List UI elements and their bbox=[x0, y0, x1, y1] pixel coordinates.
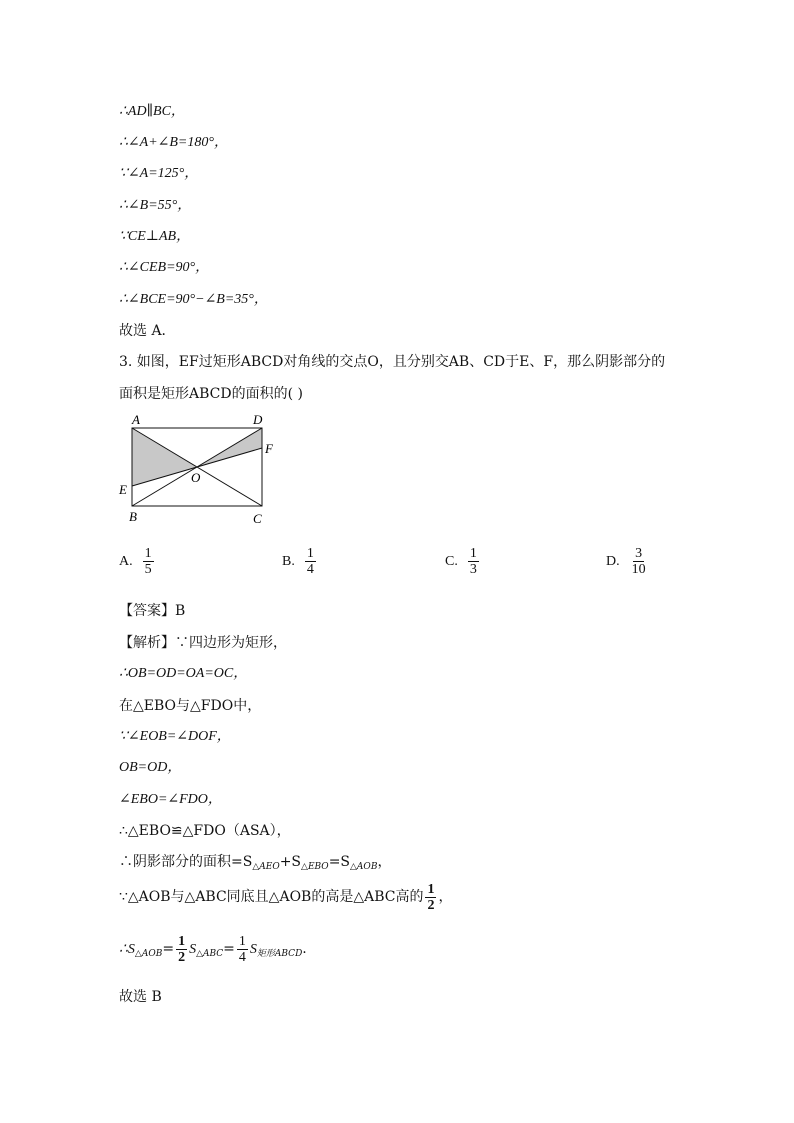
step-line: ∴∠B=55°， bbox=[119, 198, 192, 213]
option-d[interactable] bbox=[606, 546, 650, 577]
analysis-line-area: ∴阴影部分的面积$=S_{\triangle AEO}+S_{\triangle EBO}=S_{\triangle AOB}$， bbox=[119, 854, 392, 872]
option-b[interactable] bbox=[282, 546, 318, 577]
step-line: ∴∠CEB=90°， bbox=[119, 260, 210, 275]
option-a[interactable] bbox=[119, 546, 156, 577]
step-line: ∵CE⊥AB， bbox=[119, 229, 191, 244]
step-line: ∴∠BCE=90°−∠B=35°， bbox=[119, 292, 268, 307]
label-e: E bbox=[119, 482, 127, 497]
analysis-line: ∴OB=OD=OA=OC， bbox=[119, 666, 248, 681]
step-line: ∴AD∥BC， bbox=[119, 104, 185, 119]
option-fraction: $\frac{3}{10}$ bbox=[631, 546, 646, 577]
step-line: ∵∠A=125°， bbox=[119, 166, 199, 181]
analysis-line: ∠EBO=∠FDO， bbox=[119, 792, 222, 807]
analysis-line: OB=OD， bbox=[119, 760, 182, 775]
label-d: D bbox=[253, 412, 263, 427]
option-fraction: $\frac{1}{4}$ bbox=[306, 546, 314, 577]
analysis-line: 【解析】∵四边形为矩形， bbox=[119, 635, 287, 651]
option-letter: A. bbox=[119, 553, 133, 569]
label-b: B bbox=[129, 509, 137, 524]
half-fraction: $\frac{1}{2}$ bbox=[427, 881, 435, 913]
option-c[interactable] bbox=[445, 546, 481, 577]
analysis-line: ∴△EBO≌△FDO（ASA）， bbox=[119, 823, 291, 839]
answer-line: 【答案】B bbox=[119, 603, 186, 619]
choose-line: 故选 A． bbox=[119, 323, 176, 339]
label-f: F bbox=[265, 441, 273, 456]
analysis-line-result: $\therefore S_{\triangle AOB}=$ $\frac{1}{2}$ $S_{\triangle ABC}=$ $\frac{1}{4}$ $S_{矩形ABCD}$. bbox=[119, 933, 307, 965]
question-text: 面积是矩形ABCD的面积的( ) bbox=[119, 386, 303, 402]
option-fraction: $\frac{1}{3}$ bbox=[469, 546, 477, 577]
label-a: A bbox=[132, 412, 140, 427]
rectangle-figure bbox=[112, 408, 292, 528]
quarter-fraction: $\frac{1}{4}$ bbox=[238, 933, 246, 965]
label-o: O bbox=[191, 470, 201, 485]
analysis-line: 在△EBO与△FDO中， bbox=[119, 698, 262, 714]
step-line: ∴∠A+∠B=180°， bbox=[119, 135, 228, 150]
label-c: C bbox=[253, 511, 262, 526]
option-fraction: $\frac{1}{5}$ bbox=[144, 546, 152, 577]
option-letter: C. bbox=[445, 553, 458, 569]
half-fraction: $\frac{1}{2}$ bbox=[178, 933, 186, 965]
analysis-line: ∵∠EOB=∠DOF， bbox=[119, 729, 231, 744]
choose-line: 故选 B bbox=[119, 989, 162, 1005]
option-letter: D. bbox=[606, 553, 620, 569]
question-text: 3. 如图，EF过矩形ABCD对角线的交点O，且分别交AB、CD于E、F，那么阴影部分的 bbox=[119, 354, 666, 370]
analysis-line-height: ∵△AOB与△ABC同底且△AOB的高是△ABC高的 $\frac{1}{2}$ ， bbox=[119, 881, 453, 913]
shaded-triangle-left bbox=[132, 428, 198, 486]
option-letter: B. bbox=[282, 553, 295, 569]
